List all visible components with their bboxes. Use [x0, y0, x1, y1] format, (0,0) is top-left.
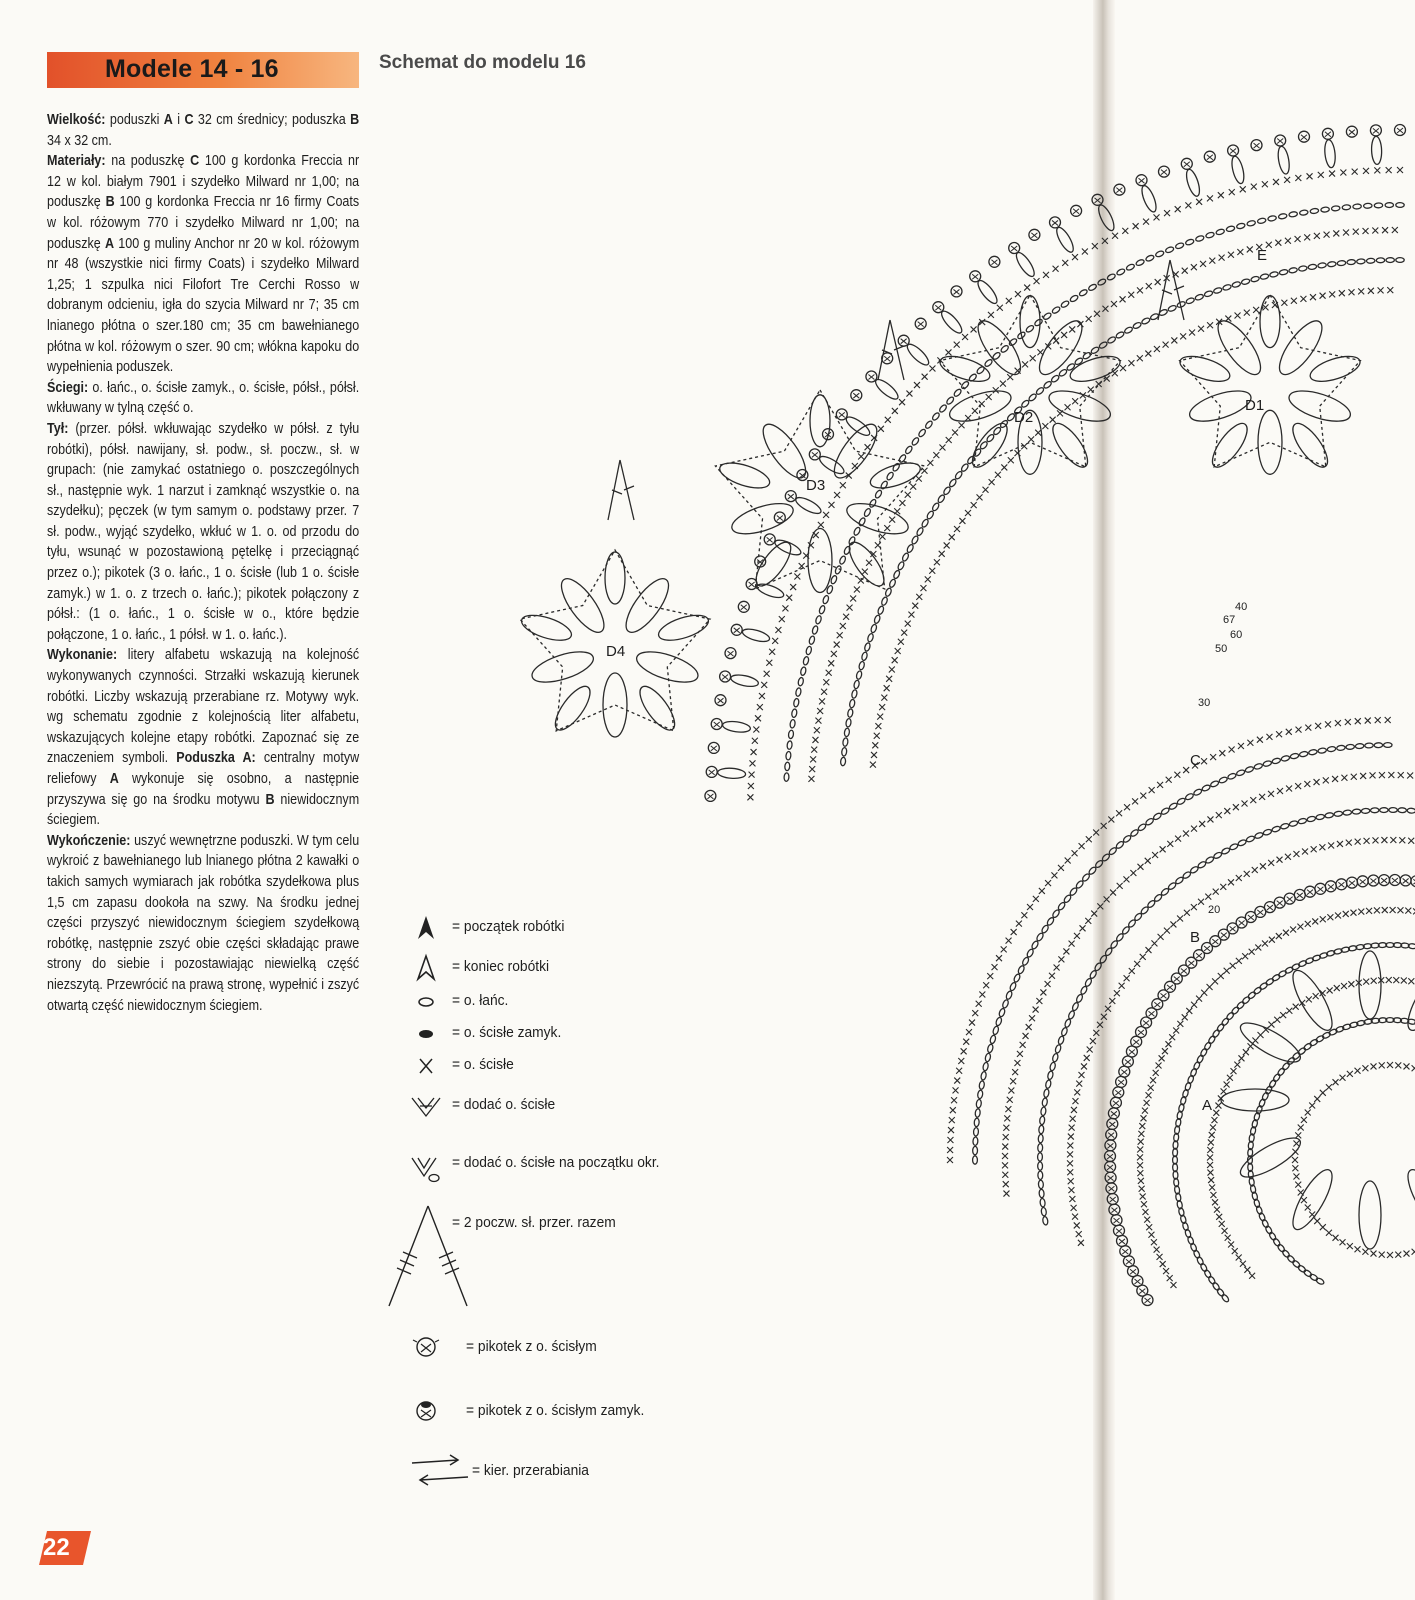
instruction-paragraph: Wielkość: poduszki A i C 32 cm średnicy; poduszka B 34 x 32 cm. [47, 112, 360, 149]
row-number-67: 67 [1223, 614, 1236, 626]
page-number-badge [39, 1531, 91, 1565]
increase-icon [410, 1092, 450, 1122]
instruction-paragraph: Tył: (przer. półsł. wkłuwając szydełko w półsł. z tyłu robótki), półsł. nawijany, sł. podw., sł. poczw., sł. w grupach: (nie zamykać ostatniego o. poszczególnych sł., następnie wyk. 1 narzut i zamknąć wszystkie o. na szydełku); pęczek (w tym samym o. podstawy przer. 7 sł. podw., wyjąć szydełko, wkłuć w 1. o. od przodu do tyłu, wsunąć w pozostawioną pętelkę i przeciągnąć przez o.); pikotek (3 o. łańc., 1 o. ścisłe (lub 1 o. ścisłe zamyk.) w 1. o. z trzech o. łańc.); pikotek połączony z półsł.: (1 o. łańc., 1 o. ścisłe w o., które będzie połączone, 1 o. łańc., 1 półsł. w 1. o. łańc.). [47, 420, 360, 643]
label-b: B [1190, 929, 1201, 946]
label-d1: D1 [1245, 397, 1265, 414]
filled-arrow-icon [410, 912, 450, 942]
page-title: Modele 14 - 16 [105, 55, 279, 83]
title-banner [47, 52, 359, 88]
row-number-30: 30 [1198, 697, 1211, 709]
single-crochet-x-icon [410, 1054, 450, 1078]
label-e: E [1257, 247, 1268, 264]
instruction-paragraph: Materiały: na poduszkę C 100 g kordonka Freccia nr 12 w kol. białym 7901 i szydełko Milward nr 1,00; na poduszkę B 100 g kordonka Freccia nr 16 firmy Coats w kol. różowym 770 i szydełko Milward nr 1,00; na poduszkę A 100 g muliny Anchor nr 20 w kol. różowym nr 48 (wszystkie nici firmy Coats) i szydełko Milward 1,25; 1 szpulka nici Filofort Tre Cerchi Rosso w dobranym odcieniu, igła do szycia Milward nr 7; 35 cm lnianego płótna o szer.180 cm; 35 cm bawełnianego płótna w kol. różowym o szer. 90 cm; włókna kapoku do wypełnienia poduszek. [47, 153, 360, 376]
instructions-text [47, 110, 359, 1016]
page-number: 22 [43, 1534, 70, 1561]
label-c: C [1190, 752, 1201, 769]
label-a: A [1202, 1097, 1213, 1114]
legend-item: = koniec robótki [410, 952, 740, 992]
row-number-50: 50 [1215, 643, 1228, 655]
legend-item: = początek robótki [410, 912, 740, 952]
legend-item: = pikotek z o. ścisłym [410, 1332, 740, 1372]
legend-item: = dodać o. ścisłe [410, 1092, 740, 1132]
legend-item: = o. łańc. [410, 990, 740, 1030]
instruction-paragraph: Ściegi: o. łańc., o. ścisłe zamyk., o. ścisłe, półsł., półsł. wkłuwany w tylną część o. [47, 379, 360, 417]
row-number-60: 60 [1230, 629, 1243, 641]
chain-oval-icon [410, 990, 450, 1014]
label-d2: D2 [1014, 409, 1034, 426]
instruction-paragraph: Wykonanie: litery alfabetu wskazują na kolejność wykonywanych czynności. Strzałki wskazują kierunek robótki. Liczby wskazują przerabiane rz. Motywy wyk. wg schematu zgodnie z kolejnością liter alfabetu, wskazujących kolejne etapy robótki. Zapoznać się ze znaczeniem symboli. Poduszka A: centralny motyw reliefowy A wykonuje się osobno, a następnie przyszywa się go na środku motywu B niewidocznym ściegiem. [47, 647, 360, 829]
label-d4: D4 [606, 643, 626, 660]
increase-start-icon [410, 1152, 450, 1186]
instructions-column [47, 52, 359, 1016]
label-d3: D3 [806, 477, 826, 494]
instruction-paragraph: Wykończenie: uszyć wewnętrzne poduszki. W tym celu wykroić z bawełnianego lub lnianego płótna 2 kawałki o takich samych wymiarach jak robótka szydełkowa plus 1,5 cm zapasu dookoła na szwy. Na środku jednej części przyszyć niewidocznym ściegiem szydełkową robótkę, następnie zszyć obie części składając prawe strony do siebie i pozostawiając niewielką część niezszytą. Przewrócić na prawą stronę, wypełnić i zszyć otwartą część niewidocznym ściegiem. [47, 832, 360, 1014]
direction-arrows-icon [410, 1452, 470, 1488]
legend-item: = o. ścisłe zamyk. [410, 1022, 740, 1062]
row-number-40: 40 [1235, 601, 1248, 613]
schema-title: Schemat do modelu 16 [379, 52, 586, 73]
picot-slip-icon [410, 1396, 450, 1426]
open-arrow-icon [410, 952, 450, 982]
legend-item: = o. ścisłe [410, 1054, 740, 1094]
legend-item: = dodać o. ścisłe na początku okr. [410, 1152, 740, 1192]
row-number-20: 20 [1208, 904, 1221, 916]
legend-item: = 2 poczw. sł. przer. razem [410, 1202, 740, 1312]
picot-icon [410, 1332, 450, 1362]
legend-item: = kier. przerabiania [410, 1452, 740, 1492]
legend-item: = pikotek z o. ścisłym zamyk. [410, 1396, 740, 1436]
slip-stitch-icon [410, 1022, 450, 1046]
